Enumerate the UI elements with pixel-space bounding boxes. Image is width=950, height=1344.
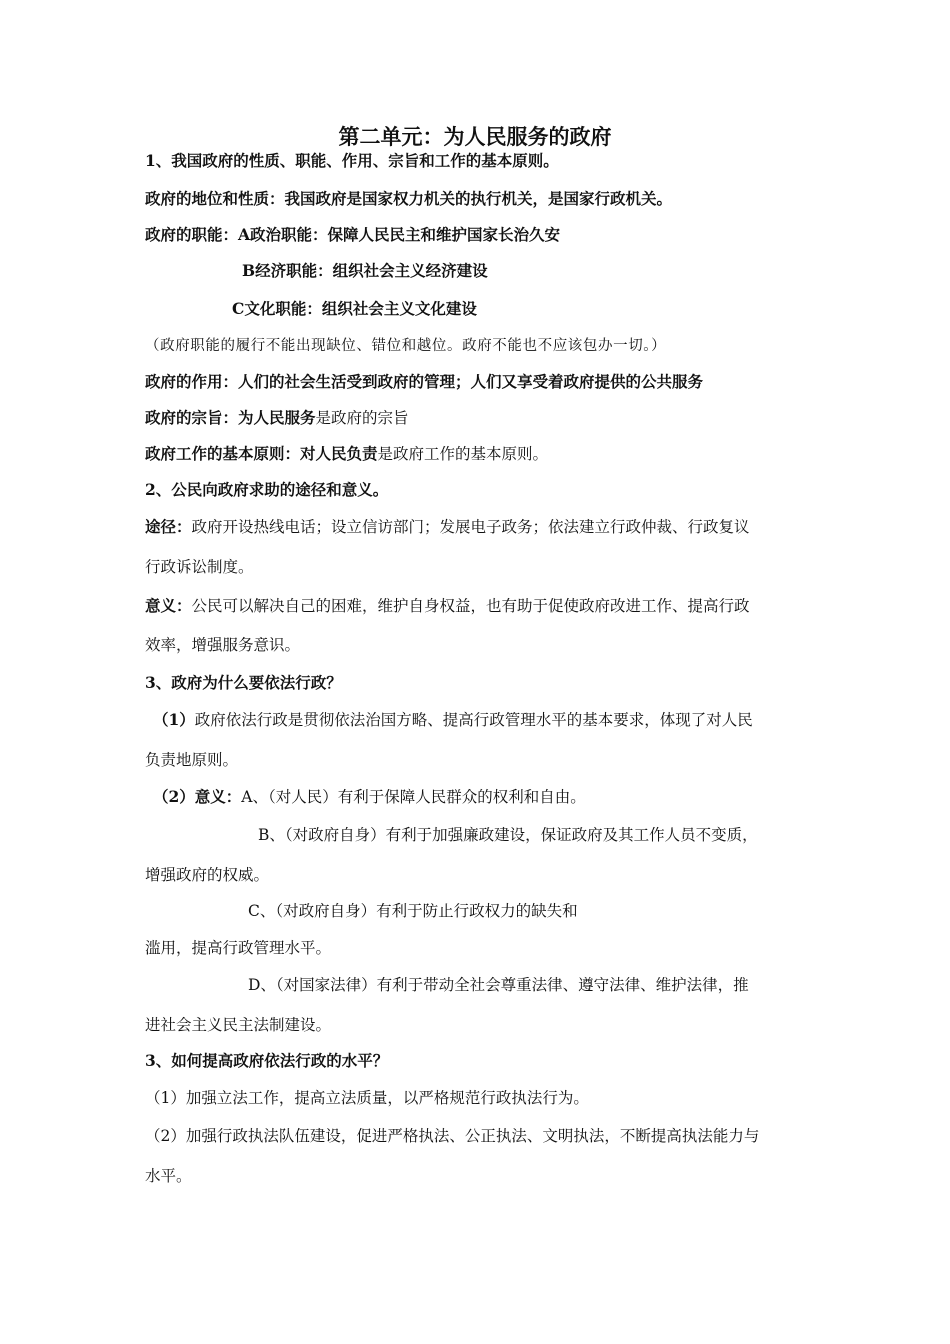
section-heading-3: 3、政府为什么要依法行政？ (145, 673, 342, 692)
principle-label: 政府工作的基本原则：对人民负责 (145, 444, 378, 463)
page-title: 第二单元：为人民服务的政府 (338, 124, 612, 149)
point-2-line-c2: 滥用，提高行政管理水平。 (145, 939, 332, 957)
point-2-line-c1: C、（对政府自身）有利于防止行政权力的缺失和 (248, 902, 578, 920)
government-purpose (145, 407, 409, 429)
ways-line-2: 行政诉讼制度。 (145, 558, 254, 576)
point-2-line-b1: B、（对政府自身）有利于加强廉政建设，保证政府及其工作人员不变质， (258, 826, 758, 844)
point-2-line-d1: D、（对国家法律）有利于带动全社会尊重法律、遵守法律、维护法律，推 (248, 976, 749, 994)
function-economic: B经济职能：组织社会主义经济建设 (242, 261, 488, 280)
function-note: （政府职能的履行不能出现缺位、错位和越位。政府不能也不应该包办一切。） (145, 338, 667, 354)
ways-label: 途径： (145, 517, 192, 536)
section-heading-2: 2、公民向政府求助的途径和意义。 (145, 480, 389, 499)
point-1-label: （1） (153, 710, 195, 729)
meaning-label: 意义： (145, 596, 192, 615)
working-principle (145, 443, 548, 465)
point-2-a-text: A、（对人民）有利于保障人民群众的权利和自由。 (241, 788, 586, 806)
point-2-line-d2: 进社会主义民主法制建设。 (145, 1016, 332, 1034)
purpose-label: 政府的宗旨：为人民服务 (145, 408, 316, 427)
measure-2-line-2: 水平。 (145, 1167, 192, 1185)
government-nature: 政府的地位和性质：我国政府是国家权力机关的执行机关，是国家行政机关。 (145, 189, 673, 208)
function-cultural: C文化职能：组织社会主义文化建设 (232, 299, 477, 318)
section-heading-1: 1、我国政府的性质、职能、作用、宗旨和工作的基本原则。 (145, 151, 559, 170)
function-political: 政府的职能：A政治职能：保障人民民主和维护国家长治久安 (145, 225, 561, 244)
principle-text: 是政府工作的基本原则。 (377, 445, 549, 463)
measure-2-line-1: （2）加强行政执法队伍建设，促进严格执法、公正执法、文明执法，不断提高执法能力与 (145, 1127, 760, 1145)
meaning-line-1 (145, 595, 750, 617)
section-heading-4: 3、如何提高政府依法行政的水平？ (145, 1051, 389, 1070)
meaning-line-2: 效率，增强服务意识。 (145, 636, 301, 654)
ways-line-1 (145, 516, 750, 538)
point-1-line-2: 负责地原则。 (145, 751, 239, 769)
point-1-line-1 (153, 709, 753, 731)
meaning-text: 公民可以解决自己的困难，维护自身权益，也有助于促使政府改进工作、提高行政 (191, 597, 750, 615)
measure-1: （1）加强立法工作，提高立法质量，以严格规范行政执法行为。 (145, 1089, 589, 1107)
purpose-text: 是政府的宗旨 (315, 409, 409, 427)
ways-text: 政府开设热线电话；设立信访部门；发展电子政务；依法建立行政仲裁、行政复议 (191, 518, 750, 536)
point-1-text: 政府依法行政是贯彻依法治国方略、提高行政管理水平的基本要求，体现了对人民 (194, 711, 753, 729)
point-2-line-b2: 增强政府的权威。 (145, 866, 270, 884)
government-role: 政府的作用：人们的社会生活受到政府的管理；人们又享受着政府提供的公共服务 (145, 372, 704, 391)
point-2-line-a (153, 786, 586, 808)
point-2-label: （2）意义： (153, 787, 242, 806)
